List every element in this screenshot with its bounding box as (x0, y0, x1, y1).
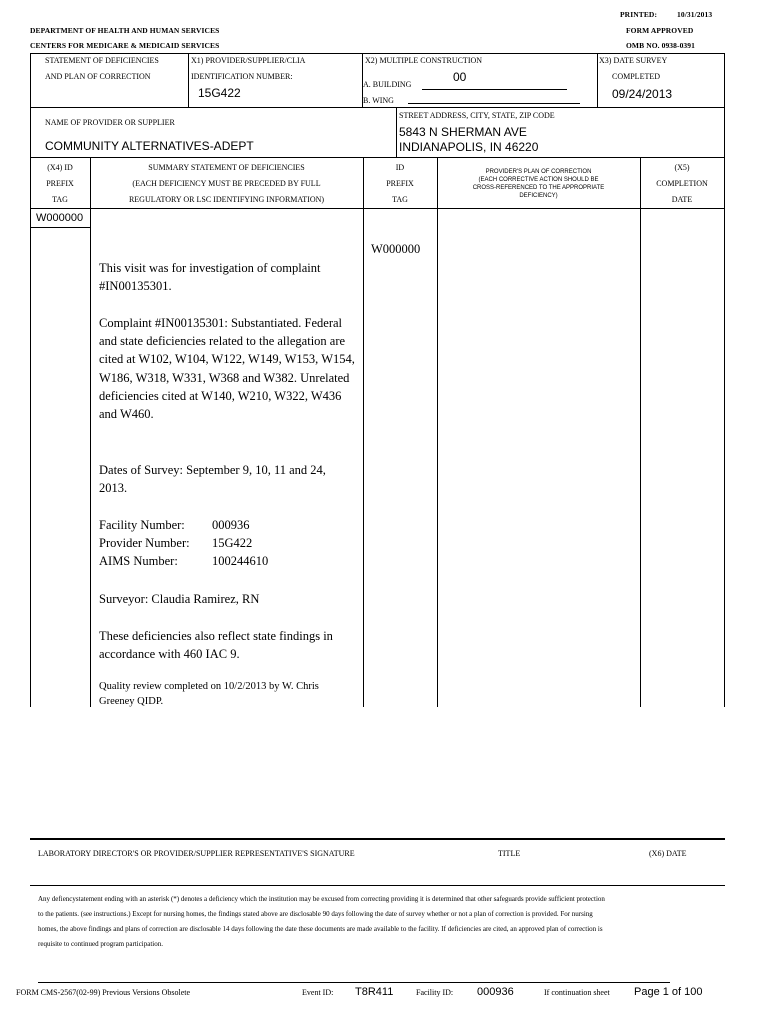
x5-header: (X5) (674, 163, 690, 172)
x5-completion-label: COMPLETION (656, 179, 708, 188)
provider-name-label: NAME OF PROVIDER OR SUPPLIER (45, 118, 175, 127)
provider-name: COMMUNITY ALTERNATIVES-ADEPT (45, 139, 254, 153)
disclaimer: Any defiencystatement ending with an asterisk (*) denotes a deficiency which the institution may be excused from correcting providing it is determined that other safeguards provide sufficient protection to the patients. (see instructions.) Except for nursing homes, the findings stated above are disclosable 90 days following the date of survey whether or not a plan of correction is provided. For nursing homes, the above findings and plans of correction are disclosable 14 days following the date these documents are made available to the facility. If deficiencies are cited, an approved plan of correction is requisite to continued program participation. (38, 895, 605, 948)
facility-number-value: 000936 (212, 518, 250, 532)
id-tag-label: TAG (392, 195, 408, 204)
address-line2: INDIANAPOLIS, IN 46220 (399, 140, 539, 154)
left-tag: W000000 (36, 212, 84, 224)
x4-prefix-label: PREFIX (46, 179, 74, 188)
paragraph-dates: Dates of Survey: September 9, 10, 11 and 24, 2013. (99, 463, 326, 496)
summary-subheader-2: REGULATORY OR LSC IDENTIFYING INFORMATION) (128, 195, 325, 204)
x2-label: X2) MULTIPLE CONSTRUCTION (365, 56, 483, 65)
aims-number-label: AIMS Number: (99, 554, 178, 568)
plan-subheader-2: CROSS-REFERENCED TO THE APPROPRIATE (472, 185, 605, 191)
x1-label: X1) PROVIDER/SUPPLIER/CLIA (191, 56, 306, 65)
signature-label: LABORATORY DIRECTOR'S OR PROVIDER/SUPPLIER REPRESENTATIVE'S SIGNATURE (38, 849, 355, 858)
form-number: FORM CMS-2567(02-99) Previous Versions Obsolete (16, 988, 191, 997)
paragraph-visit: This visit was for investigation of complaint #IN00135301. (99, 261, 321, 294)
omb-number: OMB NO. 0938-0391 (626, 41, 695, 50)
wing-label: B. WING (363, 96, 394, 105)
provider-number-label: Provider Number: (99, 536, 190, 550)
x4-header: (X4) ID (47, 163, 73, 172)
address-line1: 5843 N SHERMAN AVE (399, 125, 527, 139)
title-label: TITLE (498, 849, 521, 858)
facility-number-label: Facility Number: (99, 518, 185, 532)
x4-tag-label: TAG (52, 195, 68, 204)
right-tag: W000000 (371, 242, 421, 256)
facility-id-value: 000936 (477, 986, 514, 998)
aims-number-value: 100244610 (212, 554, 269, 568)
paragraph-quality-review: Quality review completed on 10/2/2013 by W. Chris Greeney QIDP. (99, 681, 319, 707)
x3-sublabel: COMPLETED (612, 72, 660, 81)
centers-title: CENTERS FOR MEDICARE & MEDICAID SERVICES (30, 41, 220, 50)
x1-sublabel: IDENTIFICATION NUMBER: (191, 72, 293, 81)
printed-label: PRINTED: (620, 10, 658, 19)
facility-id-label: Facility ID: (416, 988, 454, 997)
statement-label: STATEMENT OF DEFICIENCIES (45, 56, 159, 65)
signature-top-line (30, 838, 725, 840)
summary-subheader: (EACH DEFICIENCY MUST BE PRECEDED BY FULL (132, 179, 321, 188)
page-number: Page 1 of 100 (634, 986, 703, 998)
building-value: 00 (453, 70, 467, 84)
plan-subheader: (EACH CORRECTIVE ACTION SHOULD BE (478, 177, 599, 183)
summary-header: SUMMARY STATEMENT OF DEFICIENCIES (148, 163, 305, 172)
id-header: ID (395, 163, 405, 172)
surveyor: Surveyor: Claudia Ramirez, RN (99, 592, 260, 606)
id-prefix-label: PREFIX (386, 179, 414, 188)
printed-date: 10/31/2013 (677, 10, 713, 19)
paragraph-complaint: Complaint #IN00135301: Substantiated. Federal and state deficiencies related to the allegation are cited at W102, W104, W122, W149, W153, W154, W186, W318, W331, W368 and W382. Unrelated deficiencies cited at W140, W210, W322, W436 and W460. (99, 316, 355, 422)
event-id-label: Event ID: (302, 988, 334, 997)
address-label: STREET ADDRESS, CITY, STATE, ZIP CODE (399, 111, 555, 120)
x5-date-label: DATE (671, 195, 693, 204)
plan-subheader-3: DEFICIENCY) (519, 193, 558, 199)
plan-label: AND PLAN OF CORRECTION (45, 72, 151, 81)
survey-date-value: 09/24/2013 (612, 87, 673, 101)
top-border (30, 53, 725, 54)
provider-id-value: 15G422 (198, 86, 241, 100)
provider-number-value: 15G422 (212, 536, 253, 550)
paragraph-state-findings: These deficiencies also reflect state findings in accordance with 460 IAC 9. (99, 629, 333, 662)
event-id-value: T8R411 (355, 986, 394, 998)
x3-label: X3) DATE SURVEY (599, 56, 668, 65)
plan-header: PROVIDER'S PLAN OF CORRECTION (485, 169, 592, 175)
form-approved: FORM APPROVED (626, 26, 694, 35)
building-label: A. BUILDING (363, 80, 412, 89)
department-title: DEPARTMENT OF HEALTH AND HUMAN SERVICES (30, 26, 220, 35)
continuation-label: If continuation sheet (544, 988, 610, 997)
x6-date-label: (X6) DATE (649, 849, 687, 858)
